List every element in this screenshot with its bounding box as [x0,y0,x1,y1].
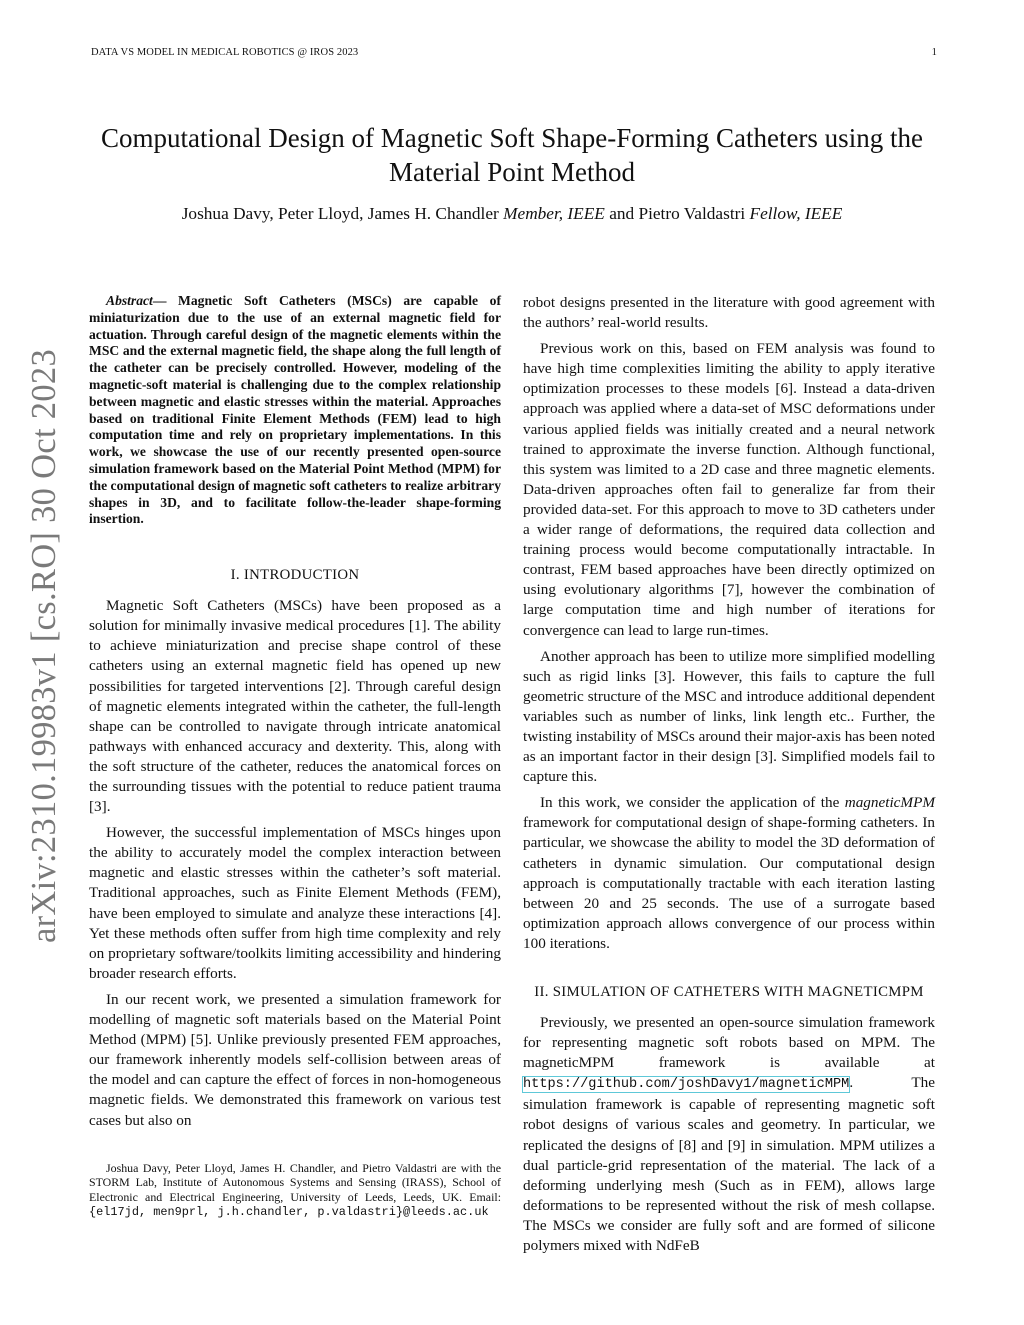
arxiv-stamp: arXiv:2310.19983v1 [cs.RO] 30 Oct 2023 [25,349,63,943]
body-paragraph [523,793,935,954]
section-heading-simulation [523,984,935,1001]
author-conjunction: and Pietro Valdastri [609,204,746,223]
page-number: 1 [931,47,937,58]
author-membership: Member, IEEE [503,204,605,223]
section-numeral: II. [534,984,553,1000]
right-column [523,293,935,1262]
abstract-text: Magnetic Soft Catheters (MSCs) are capable of miniaturization due to the use of an external magnetic field for actuation. Through careful design of the magnetic elements within the MSC and the external magnetic field, the shape along the full length of the catheter can be precisely controlled. However, modeling of the magnetic-soft material is challenging due to the complex relationship between magnetic and elastic stresses within the material. Approaches based on traditional Finite Element Methods (FEM) lead to high computation time and rely on proprietary implementations. In this work, we showcase the use of our recently presented open-source simulation framework based on the Material Point Method (MPM) for the computational design of magnetic soft catheters to realize arbitrary shapes in 3D, and to facilitate follow-the-leader shape-forming insertion. [89,293,501,527]
paper-title [60,121,964,189]
left-column [89,293,501,1137]
body-paragraph [523,1013,935,1256]
running-title: DATA VS MODEL IN MEDICAL ROBOTICS @ IROS 2023 [91,47,359,58]
continued-paragraph: robot designs presented in the literature with good agreement with the authors’ real-world results. [523,294,935,332]
body-paragraph: Another approach has been to utilize more simplified modelling such as rigid links [3]. However, this fails to capture the full geometric structure of the MSC and introduce additional dependent variables such as number of links, link length etc.. Further, the twisting instability of MSCs around their major-axis has been noted as an important factor in their design [3]. Simplified models fail to capture this. [523,647,935,786]
abstract [89,293,501,528]
paragraph-text: In this work, we consider the application of the [540,794,845,812]
section-numeral: I. [230,567,244,584]
body-paragraph: Previous work on this, based on FEM analysis was found to have high time complexities limiting the ability to apply iterative optimization processes to these models [6]. Instead a data-driven approach was applied where a data-set of MSC deformations under various applied fields was initially created and a neural network trained to approximate the inverse function. Although functional, this system was limited to a 2D case and three magnetic elements. Data-driven approaches often fail to generalize far from their provided data-set. For this approach to move to 3D catheters under a wider range of deformations, the required data collection and training process would become computationally intractable. In contrast, FEM based approaches have been directly optimized on using evolutionary algorithms [7], however the combination of large computation time and high number of iterations for convergence can lead to large run-times. [523,340,935,639]
section-initial: I [243,567,250,584]
author-emails: {el17jd, men9prl, j.h.chandler, p.valdastri}@leeds.ac.uk [89,1204,489,1219]
section-title-rest: IMULATION OF CATHETERS WITH MAGNETICMPM [561,984,924,1000]
intro-paragraph: In our recent work, we presented a simulation framework for modelling of magnetic soft materials based on the Material Point Method (MPM) [5]. Unlike previously presented FEM approaches, our framework inherently models self-collision between areas of the model and can capture the effect of forces in non-homogeneous magnetic fields. We demonstrated this framework on various test cases but also on [89,990,501,1129]
author-list [60,202,964,226]
repository-link[interactable]: https://github.com/joshDavy1/magneticMPM [523,1077,850,1093]
intro-paragraph: However, the successful implementation of MSCs hinges upon the ability to accurately model the complex interaction between magnetic and elastic stresses within the catheter’s soft material. Traditional approaches, such as Finite Element Methods (FEM), have been employed to simulate and analyze these interactions [4]. Yet these methods often suffer from high time complexity and rely on proprietary software/toolkits limiting accessibility and hindering broader research efforts. [89,824,501,982]
paragraph-text: framework for computational design of shape-forming catheters. In particular, we showcase the ability to model the 3D deformation of catheters in dynamic simulation. Our computational design approach is computationally tractable with each iteration lasting between 20 and 25 seconds. The use of a surrogate based optimization approach allows convergence of our process within 100 iterations. [523,814,935,952]
intro-paragraph: Magnetic Soft Catheters (MSCs) have been proposed as a solution for minimally invasive medical procedures [1]. The ability to achieve miniaturization and precise shape control of these catheters using an external magnetic field has opened up new possibilities for targeted interventions [2]. Through careful design of magnetic elements integrated within the catheter, the full-length shape can be controlled to navigate through intricate anatomical pathways with enhanced accuracy and dexterity. This, along with the soft structure of the catheter, reduces the anatomical forces on the surrounding tissues with the potential to reduce patient trauma [3]. [89,597,501,816]
section-heading-introduction [89,567,501,584]
framework-name: magneticMPM [844,794,935,812]
title-line-2: Material Point Method [389,157,635,187]
author-affiliation-footnote [89,1161,501,1219]
paragraph-text: Previously, we presented an open-source simulation framework for representing magnetic soft robots based on MPM. The magneticMPM framework is available at [523,1014,935,1072]
title-line-1: Computational Design of Magnetic Soft Shape-Forming Catheters using the [101,123,923,153]
section-title-rest: NTRODUCTION [249,567,360,584]
footnote-text: Joshua Davy, Peter Lloyd, James H. Chandler, and Pietro Valdastri are with the STORM Lab, Institute of Autonomous Systems and Sensing (IRASS), School of Electronic and Electrical Engineering, University of Leeds, Leeds, UK. Email: [89,1161,501,1204]
author-fellowship: Fellow, IEEE [749,204,843,223]
abstract-dash: — [152,293,179,308]
section-initial: S [552,984,562,1000]
running-header [91,47,939,63]
paragraph-text: . The simulation framework is capable of representing magnetic soft robot designs of various scales and geometry. In particular, we replicated the designs of [8] and [9] in simulation. MPM utilizes a dual particle-grid representation of the material. The lack of a deforming underlying mesh (Such as in FEM), allows large deformations to be represented without the risk of mesh collapse. The MSCs we consider are fully soft and are formed of silicone polymers mixed with NdFeB [523,1074,935,1255]
author-names: Joshua Davy, Peter Lloyd, James H. Chandler [181,204,499,223]
abstract-label: Abstract [106,293,153,308]
